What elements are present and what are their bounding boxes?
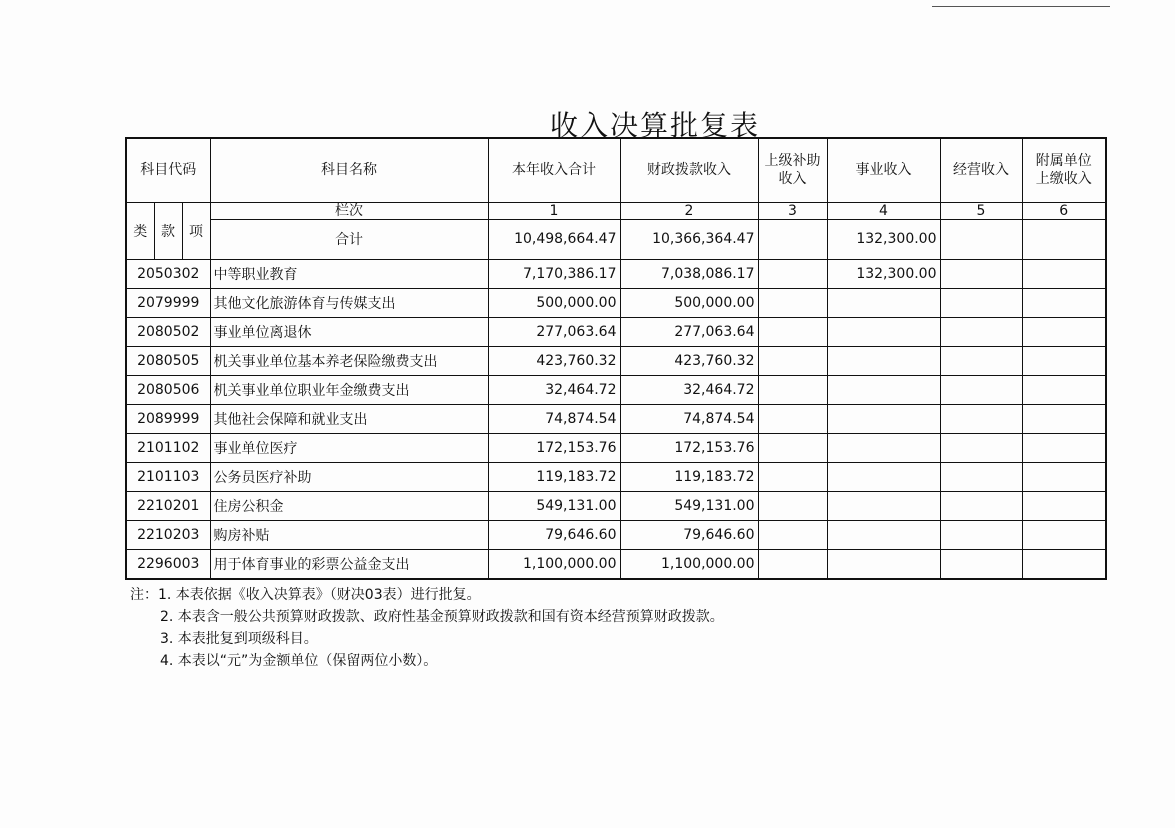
- row-business: 132,300.00: [827, 259, 940, 288]
- table-row: [126, 259, 1106, 288]
- row-fiscal: 172,153.76: [620, 433, 758, 462]
- row-fiscal: 277,063.64: [620, 317, 758, 346]
- header-business: 事业收入: [827, 138, 940, 202]
- row-operating: [940, 462, 1022, 491]
- row-fiscal: 423,760.32: [620, 346, 758, 375]
- row-operating: [940, 288, 1022, 317]
- total-row-fiscal: 10,366,364.47: [620, 219, 758, 259]
- row-code: 2210203: [126, 520, 210, 549]
- table-row: [126, 375, 1106, 404]
- row-superior: [758, 433, 827, 462]
- row-total: 549,131.00: [488, 491, 620, 520]
- row-superior: [758, 491, 827, 520]
- header-affiliated: [1022, 138, 1106, 202]
- row-operating: [940, 346, 1022, 375]
- total-row-affiliated: [1022, 219, 1106, 259]
- row-operating: [940, 549, 1022, 579]
- row-operating: [940, 375, 1022, 404]
- table-row: [126, 404, 1106, 433]
- row-superior: [758, 375, 827, 404]
- top-rule: [932, 6, 1110, 7]
- row-code: 2050302: [126, 259, 210, 288]
- row-operating: [940, 404, 1022, 433]
- row-total: 500,000.00: [488, 288, 620, 317]
- note-line-1: [130, 584, 724, 606]
- row-total: 423,760.32: [488, 346, 620, 375]
- total-row-business: 132,300.00: [827, 219, 940, 259]
- row-code: 2089999: [126, 404, 210, 433]
- total-row-total: 10,498,664.47: [488, 219, 620, 259]
- row-superior: [758, 549, 827, 579]
- header-total: 本年收入合计: [488, 138, 620, 202]
- row-name: 用于体育事业的彩票公益金支出: [210, 549, 488, 579]
- row-name: 事业单位医疗: [210, 433, 488, 462]
- row-affiliated: [1022, 317, 1106, 346]
- total-row-operating: [940, 219, 1022, 259]
- row-superior: [758, 462, 827, 491]
- row-code: 2080506: [126, 375, 210, 404]
- table-row: [126, 317, 1106, 346]
- header-code: 科目代码: [126, 138, 210, 202]
- row-code: 2080505: [126, 346, 210, 375]
- row-operating: [940, 317, 1022, 346]
- row-business: [827, 549, 940, 579]
- note-item: 4. 本表以“元”为金额单位（保留两位小数）。: [160, 653, 438, 669]
- header-kuan: 款: [154, 202, 182, 259]
- row-name: 事业单位离退休: [210, 317, 488, 346]
- row-affiliated: [1022, 433, 1106, 462]
- row-business: [827, 404, 940, 433]
- column-index-3: 3: [758, 202, 827, 219]
- header-superior-line1: 上级补助: [764, 153, 821, 170]
- header-name: 科目名称: [210, 138, 488, 202]
- row-superior: [758, 520, 827, 549]
- row-code: 2080502: [126, 317, 210, 346]
- row-total: 119,183.72: [488, 462, 620, 491]
- row-superior: [758, 317, 827, 346]
- header-fiscal: 财政拨款收入: [620, 138, 758, 202]
- row-business: [827, 375, 940, 404]
- note-prefix: 注：: [130, 587, 158, 603]
- row-total: 74,874.54: [488, 404, 620, 433]
- row-business: [827, 491, 940, 520]
- row-name: 其他社会保障和就业支出: [210, 404, 488, 433]
- row-business: [827, 346, 940, 375]
- row-fiscal: 32,464.72: [620, 375, 758, 404]
- column-index-5: 5: [940, 202, 1022, 219]
- row-fiscal: 1,100,000.00: [620, 549, 758, 579]
- note-line-2: [130, 606, 724, 628]
- row-name: 机关事业单位职业年金缴费支出: [210, 375, 488, 404]
- row-affiliated: [1022, 520, 1106, 549]
- row-code: 2101103: [126, 462, 210, 491]
- row-business: [827, 462, 940, 491]
- row-name: 其他文化旅游体育与传媒支出: [210, 288, 488, 317]
- header-operating: 经营收入: [940, 138, 1022, 202]
- note-line-3: [130, 628, 724, 650]
- row-total: 1,100,000.00: [488, 549, 620, 579]
- row-affiliated: [1022, 346, 1106, 375]
- column-index-4: 4: [827, 202, 940, 219]
- row-total: 32,464.72: [488, 375, 620, 404]
- header-affiliated-line2: 上缴收入: [1035, 171, 1092, 188]
- row-superior: [758, 404, 827, 433]
- row-affiliated: [1022, 375, 1106, 404]
- table-row: [126, 549, 1106, 579]
- header-affiliated-line1: 附属单位: [1035, 153, 1092, 170]
- note-item: 2. 本表含一般公共预算财政拨款、政府性基金预算财政拨款和国有资本经营预算财政拨款。: [160, 609, 724, 625]
- table-row: [126, 520, 1106, 549]
- row-operating: [940, 433, 1022, 462]
- row-affiliated: [1022, 259, 1106, 288]
- table-row: [126, 288, 1106, 317]
- row-fiscal: 79,646.60: [620, 520, 758, 549]
- row-name: 机关事业单位基本养老保险缴费支出: [210, 346, 488, 375]
- note-item: 3. 本表批复到项级科目。: [160, 631, 318, 647]
- table-row: [126, 462, 1106, 491]
- column-index-1: 1: [488, 202, 620, 219]
- row-business: [827, 317, 940, 346]
- header-lei: 类: [126, 202, 154, 259]
- total-row-label: 合计: [210, 219, 488, 259]
- income-approval-table: [125, 137, 1107, 580]
- row-name: 购房补贴: [210, 520, 488, 549]
- note-line-4: [130, 650, 724, 672]
- row-total: 277,063.64: [488, 317, 620, 346]
- row-operating: [940, 520, 1022, 549]
- row-affiliated: [1022, 288, 1106, 317]
- row-superior: [758, 288, 827, 317]
- row-code: 2296003: [126, 549, 210, 579]
- row-affiliated: [1022, 404, 1106, 433]
- row-superior: [758, 346, 827, 375]
- row-affiliated: [1022, 491, 1106, 520]
- row-code: 2079999: [126, 288, 210, 317]
- row-affiliated: [1022, 462, 1106, 491]
- table-row: [126, 433, 1106, 462]
- row-fiscal: 119,183.72: [620, 462, 758, 491]
- row-operating: [940, 259, 1022, 288]
- column-index-6: 6: [1022, 202, 1106, 219]
- row-code: 2101102: [126, 433, 210, 462]
- header-xiang: 项: [182, 202, 210, 259]
- row-operating: [940, 491, 1022, 520]
- row-superior: [758, 259, 827, 288]
- row-fiscal: 7,038,086.17: [620, 259, 758, 288]
- row-business: [827, 520, 940, 549]
- note-item: 1. 本表依据《收入决算表》（财决03表）进行批复。: [158, 587, 481, 603]
- row-name: 中等职业教育: [210, 259, 488, 288]
- row-total: 79,646.60: [488, 520, 620, 549]
- row-affiliated: [1022, 549, 1106, 579]
- header-superior: [758, 138, 827, 202]
- column-index-label: 栏次: [210, 202, 488, 219]
- row-name: 公务员医疗补助: [210, 462, 488, 491]
- row-fiscal: 500,000.00: [620, 288, 758, 317]
- row-total: 172,153.76: [488, 433, 620, 462]
- notes: [130, 584, 724, 672]
- total-row-superior: [758, 219, 827, 259]
- table-row: [126, 346, 1106, 375]
- row-business: [827, 433, 940, 462]
- page-title: 收入决算批复表: [549, 109, 760, 142]
- row-fiscal: 549,131.00: [620, 491, 758, 520]
- row-code: 2210201: [126, 491, 210, 520]
- row-business: [827, 288, 940, 317]
- row-total: 7,170,386.17: [488, 259, 620, 288]
- row-fiscal: 74,874.54: [620, 404, 758, 433]
- row-name: 住房公积金: [210, 491, 488, 520]
- table-row: [126, 491, 1106, 520]
- header-superior-line2: 收入: [778, 171, 807, 188]
- column-index-2: 2: [620, 202, 758, 219]
